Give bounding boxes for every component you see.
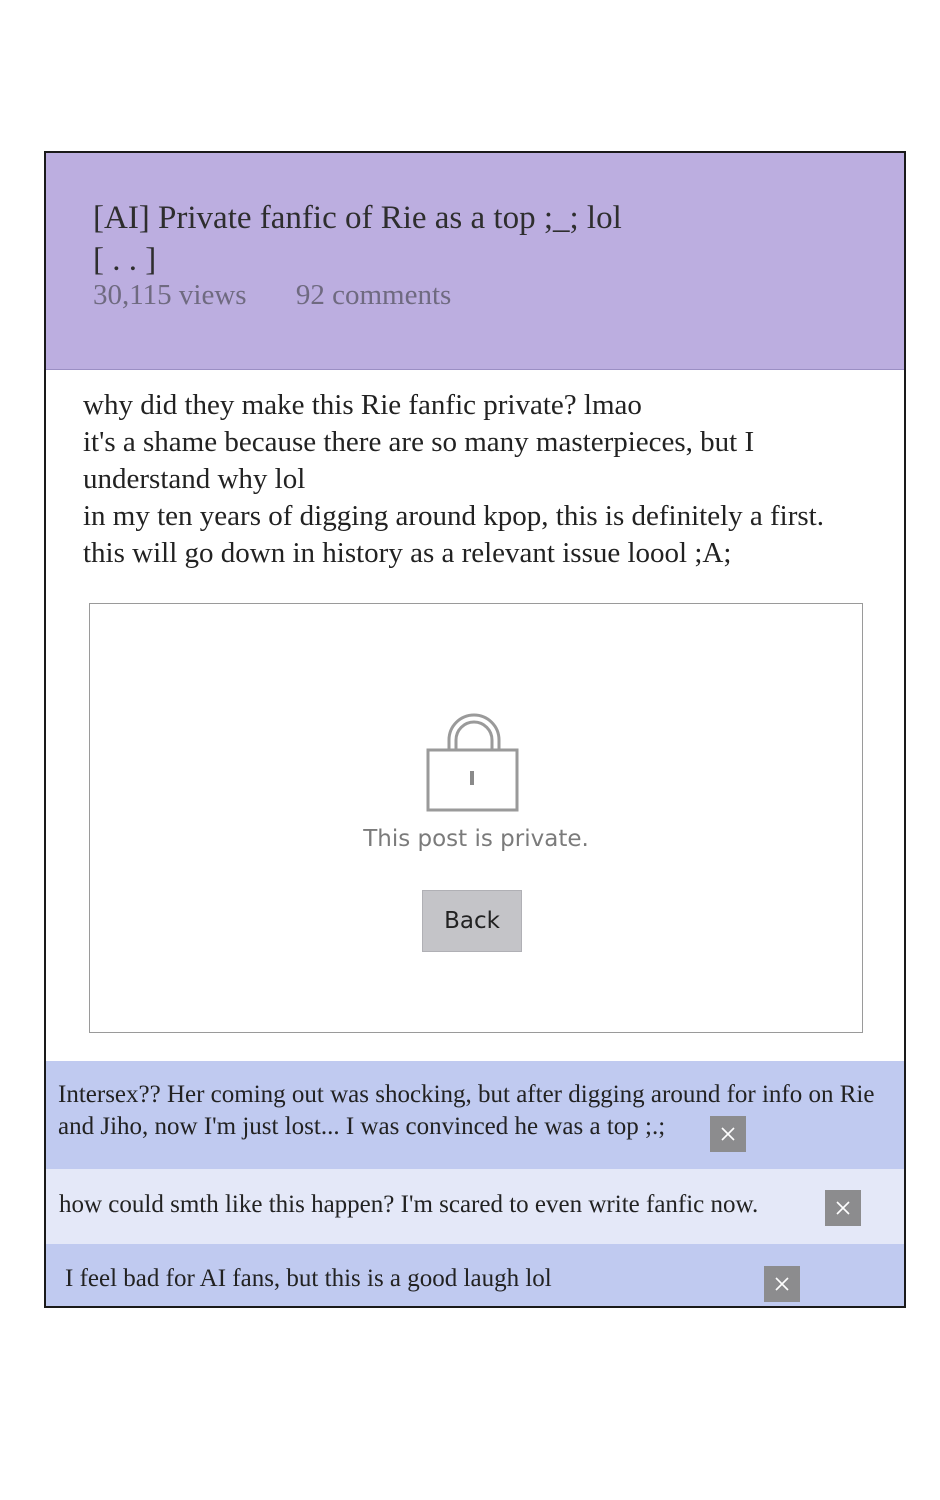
close-icon [835,1200,851,1216]
private-post-notice [89,603,863,1033]
post-meta [93,279,451,312]
comment-line: and Jiho, now I'm just lost... I was convinced he was a top ;.; [58,1113,666,1140]
close-comment-button[interactable] [710,1116,746,1152]
comment-text [58,1079,874,1143]
post-body-line: this will go down in history as a relevant issue loool ;A; [83,537,732,569]
comment-text: how could smth like this happen? I'm scared to even write fanfic now. [59,1191,759,1218]
post-body-line: in my ten years of digging around kpop, this is definitely a first. [83,500,824,532]
comment-item [46,1244,904,1308]
lock-icon [426,704,522,814]
post-title [93,197,793,281]
post-body [83,387,883,572]
post-header [46,153,904,370]
close-icon [720,1126,736,1142]
close-comment-button[interactable] [825,1190,861,1226]
post-title-line-1: [AI] Private fanfic of Rie as a top ;_; lol [93,200,622,236]
view-count: 30,115 views [93,279,247,311]
post-body-line: it's a shame because there are so many masterpieces, but I understand why lol [83,426,755,495]
comment-text: I feel bad for AI fans, but this is a good laugh lol [65,1265,552,1292]
private-message: This post is private. [363,826,589,852]
back-button[interactable]: Back [422,890,522,952]
close-icon [774,1276,790,1292]
comment-item [46,1169,904,1244]
close-comment-button[interactable] [764,1266,800,1302]
comment-item [46,1061,904,1169]
comment-line: Intersex?? Her coming out was shocking, but after digging around for info on Rie [58,1081,875,1108]
post-title-line-2: [ . . ] [93,242,157,278]
post-body-line: why did they make this Rie fanfic private? lmao [83,389,642,421]
post-window [44,151,906,1308]
comment-count: 92 comments [295,279,452,311]
